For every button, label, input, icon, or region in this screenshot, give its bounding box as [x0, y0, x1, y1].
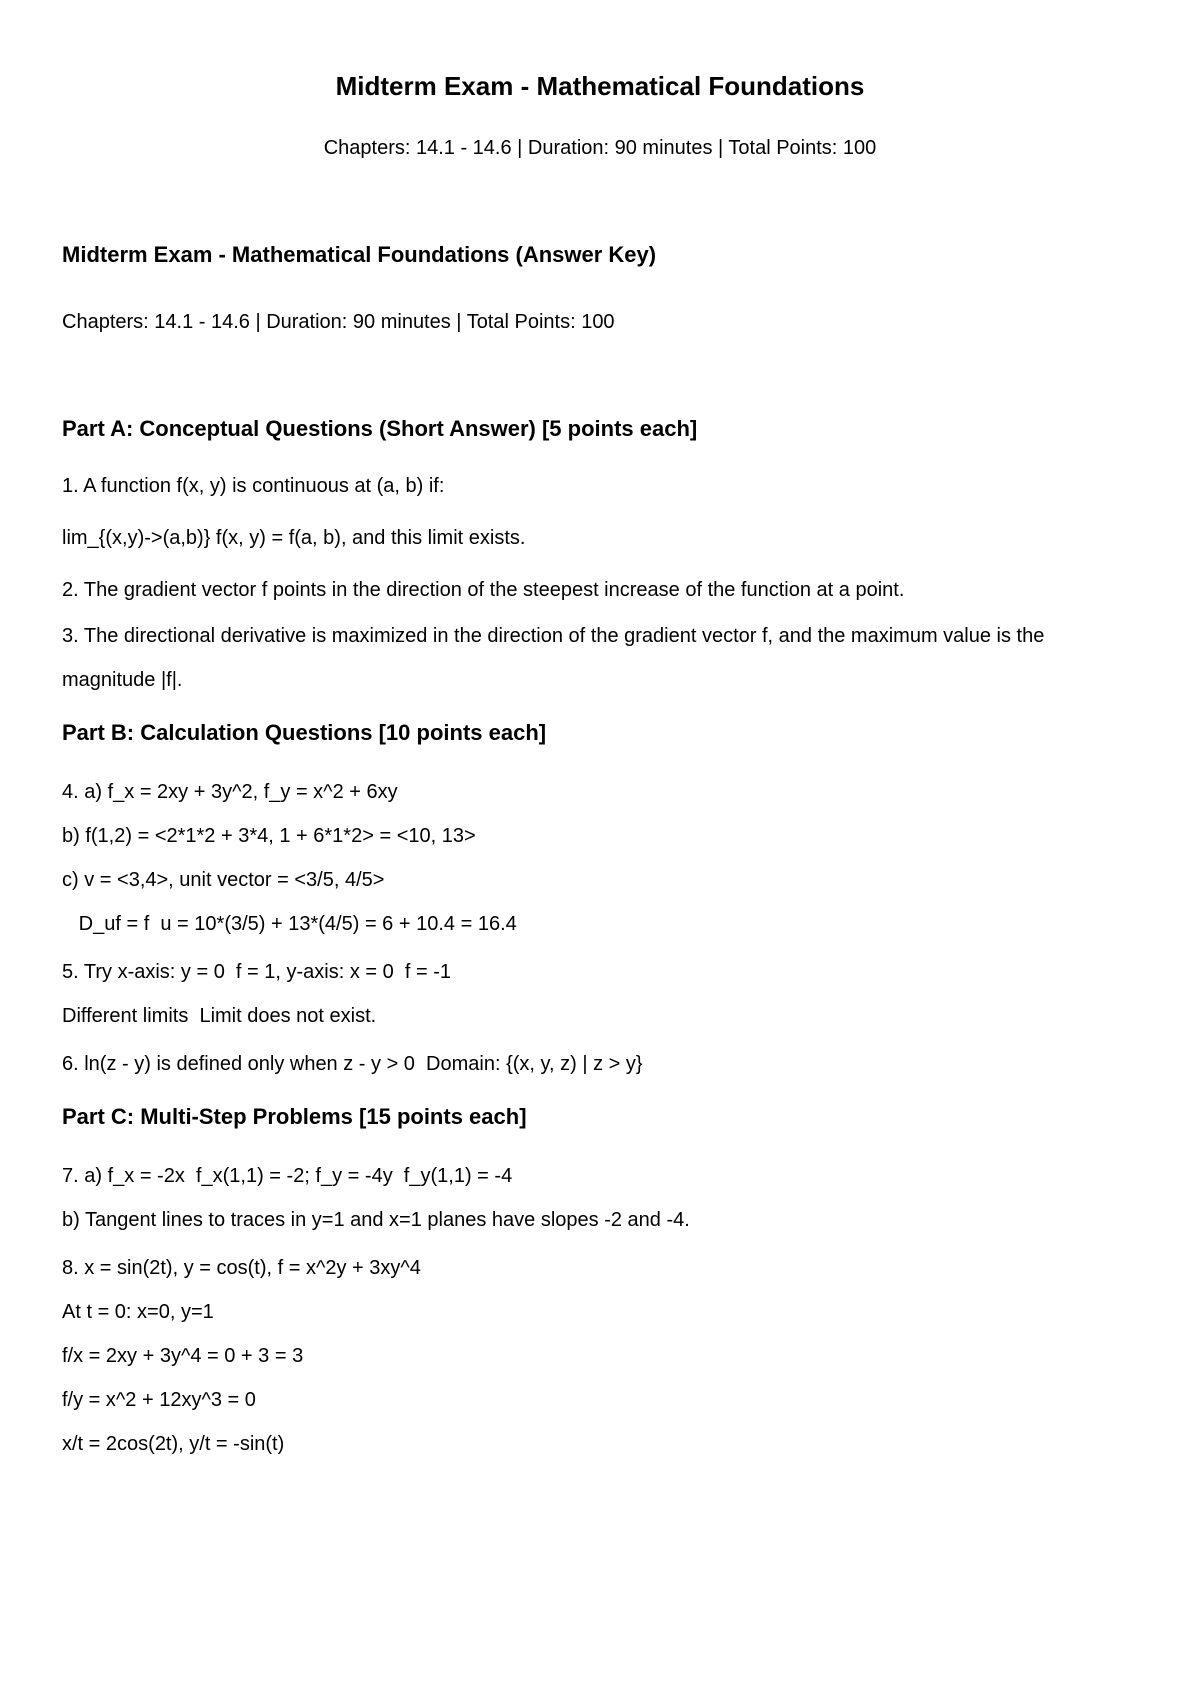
- q4c-directional-derivative: D_uf = f u = 10*(3/5) + 13*(4/5) = 6 + 10.4 = 16.4: [62, 913, 517, 935]
- q8-line-3: f/x = 2xy + 3y^4 = 0 + 3 = 3: [62, 1345, 304, 1367]
- q4c-answer: c) v = <3,4>, unit vector = <3/5, 4/5>: [62, 869, 385, 891]
- q4a-answer: 4. a) f_x = 2xy + 3y^2, f_y = x^2 + 6xy: [62, 781, 398, 803]
- q8-line-2: At t = 0: x=0, y=1: [62, 1301, 214, 1323]
- part-a-heading: Part A: Conceptual Questions (Short Answer) [5 points each]: [62, 416, 698, 441]
- answer-key-meta: Chapters: 14.1 - 14.6 | Duration: 90 minutes | Total Points: 100: [62, 311, 615, 333]
- answer-key-title: Midterm Exam - Mathematical Foundations (Answer Key): [62, 242, 657, 267]
- q3-answer: 3. The directional derivative is maximized in the direction of the gradient vector f, and the maximum value is the magnitude |f|.: [62, 625, 1045, 691]
- q8-line-5: x/t = 2cos(2t), y/t = -sin(t): [62, 1433, 285, 1455]
- q2-answer: 2. The gradient vector f points in the direction of the steepest increase of the function at a point.: [62, 579, 905, 601]
- page-title: Midterm Exam - Mathematical Foundations: [335, 71, 865, 101]
- q5-line-2: Different limits Limit does not exist.: [62, 1005, 377, 1027]
- q1-line-1: 1. A function f(x, y) is continuous at (a, b) if:: [62, 475, 445, 497]
- q4b-answer: b) f(1,2) = <2*1*2 + 3*4, 1 + 6*1*2> = <10, 13>: [62, 825, 476, 847]
- q8-line-4: f/y = x^2 + 12xy^3 = 0: [62, 1389, 256, 1411]
- part-c-heading: Part C: Multi-Step Problems [15 points each]: [62, 1104, 527, 1129]
- q7a-answer: 7. a) f_x = -2x f_x(1,1) = -2; f_y = -4y f_y(1,1) = -4: [62, 1165, 513, 1187]
- q5-line-1: 5. Try x-axis: y = 0 f = 1, y-axis: x = 0 f = -1: [62, 961, 452, 983]
- q1-line-2: lim_{(x,y)->(a,b)} f(x, y) = f(a, b), and this limit exists.: [62, 527, 526, 549]
- exam-meta: Chapters: 14.1 - 14.6 | Duration: 90 minutes | Total Points: 100: [323, 137, 877, 159]
- part-b-heading: Part B: Calculation Questions [10 points each]: [62, 720, 547, 745]
- q6-answer: 6. ln(z - y) is defined only when z - y > 0 Domain: {(x, y, z) | z > y}: [62, 1053, 643, 1075]
- q7b-answer: b) Tangent lines to traces in y=1 and x=1 planes have slopes -2 and -4.: [62, 1209, 690, 1231]
- q8-line-1: 8. x = sin(2t), y = cos(t), f = x^2y + 3xy^4: [62, 1257, 421, 1279]
